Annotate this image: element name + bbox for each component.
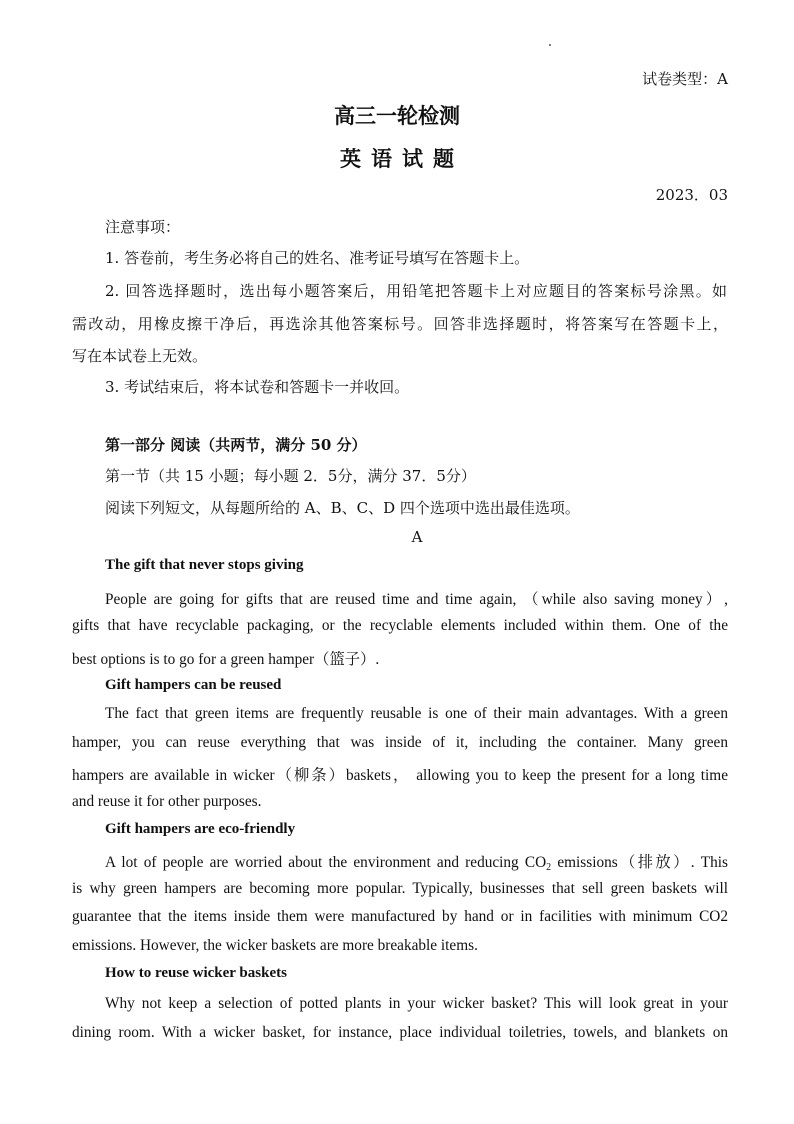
exam-title: 高三一轮检测 <box>334 103 460 128</box>
exam-date: 2023．03 <box>655 186 728 204</box>
passage-p3-line-1 <box>105 850 728 872</box>
passage-p2-line-1: The fact that green items are frequently reusable is one of their main advantages. With a green <box>105 705 728 722</box>
scan-speck <box>549 44 551 46</box>
passage-p3-line-2: is why green hampers are becoming more popular. Typically, businesses that sell green baskets will <box>72 880 728 897</box>
notice-item-2-line-2: 需改动，用橡皮擦干净后，再选涂其他答案标号。回答非选择题时，将答案写在答题卡上， <box>72 315 728 333</box>
subheading-eco-friendly: Gift hampers are eco-friendly <box>105 821 296 837</box>
notice-item-2-line-3: 写在本试卷上无效。 <box>72 347 208 365</box>
p3-text-a: A lot of people are worried about the environment and reducing CO <box>105 854 547 871</box>
passage-p3-line-4: emissions. However, the wicker baskets are more breakable items. <box>72 937 478 954</box>
passage-p4-line-2: dining room. With a wicker basket, for instance, place individual toiletries, towels, and blankets on <box>72 1024 728 1041</box>
passage-p1-line-2: gifts that have recyclable packaging, or the recyclable elements included within them. One of the <box>72 617 728 634</box>
passage-p4-line-1: Why not keep a selection of potted plants in your wicker basket? This will look great in your <box>105 995 728 1012</box>
passage-p1-line-1: People are going for gifts that are reused time and time again, （while also saving money）, <box>105 591 728 608</box>
notice-item-1: 1. 答卷前，考生务必将自己的姓名、准考证号填写在答题卡上。 <box>105 249 530 267</box>
passage-title: The gift that never stops giving <box>105 557 304 573</box>
co2-subscript: 2 <box>546 862 552 873</box>
p3-text-b: emissions（排放）. This <box>551 854 728 871</box>
notice-item-3: 3. 考试结束后，将本试卷和答题卡一并收回。 <box>105 378 410 396</box>
paper-type: 试卷类型：A <box>642 70 728 88</box>
notice-item-2-line-1: 2. 回答选择题时，选出每小题答案后，用铅笔把答题卡上对应题目的答案标号涂黑。如 <box>105 282 727 300</box>
subheading-how-to-reuse: How to reuse wicker baskets <box>105 965 287 981</box>
passage-p2-line-2: hamper, you can reuse everything that was inside of it, including the container. Many green <box>72 734 728 751</box>
part-one-heading: 第一部分 阅读（共两节，满分 50 分） <box>105 436 367 454</box>
passage-label: A <box>411 528 423 546</box>
section-one-heading: 第一节（共 15 小题；每小题 2．5分，满分 37．5分） <box>105 467 476 485</box>
passage-p1-line-3: best options is to go for a green hamper（篮子）. <box>72 651 380 668</box>
subheading-reused: Gift hampers can be reused <box>105 677 282 693</box>
reading-instruction: 阅读下列短文，从每题所给的 A、B、C、D 四个选项中选出最佳选项。 <box>105 499 580 517</box>
subject-title: 英语试题 <box>340 146 464 171</box>
passage-p2-line-3: hampers are available in wicker（柳条）baskets， allowing you to keep the present for a long time <box>72 767 728 784</box>
passage-p2-line-4: and reuse it for other purposes. <box>72 793 262 810</box>
notice-heading: 注意事项： <box>105 218 181 236</box>
passage-p3-line-3: guarantee that the items inside them were manufactured by hand or in facilities with minimum CO2 <box>72 908 728 925</box>
